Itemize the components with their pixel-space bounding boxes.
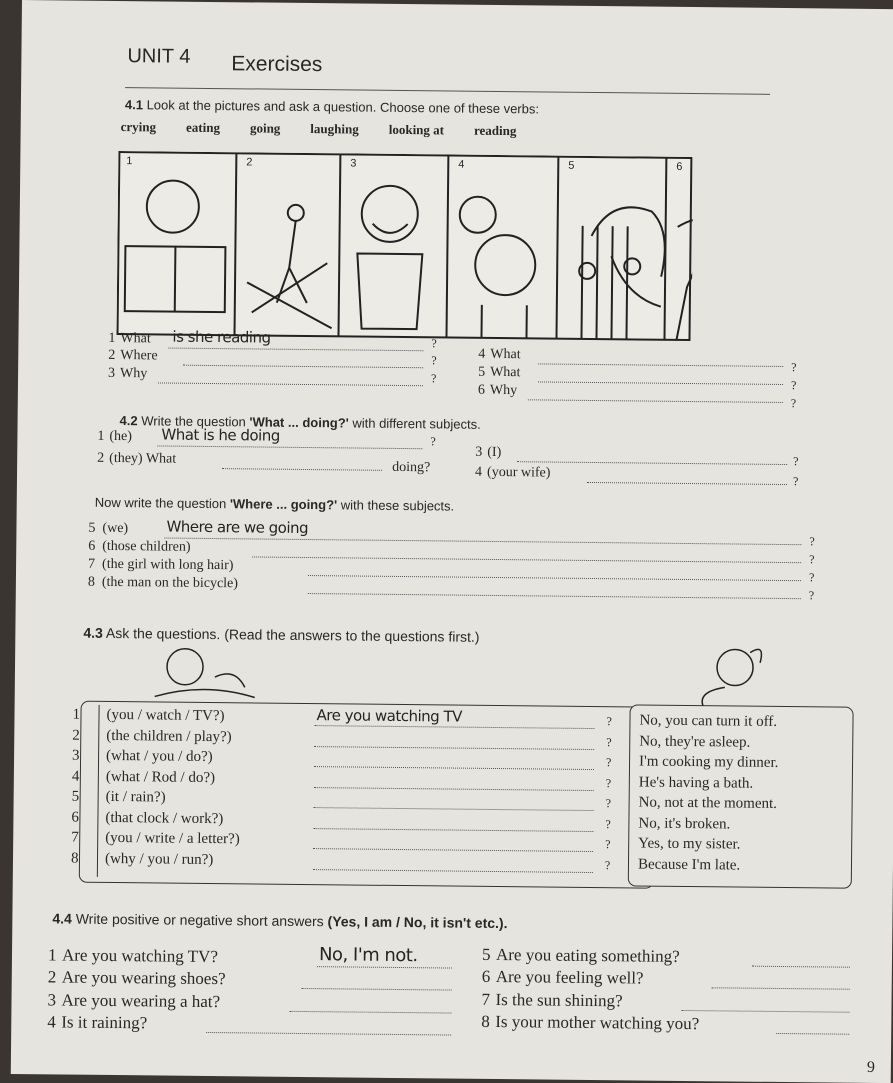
question-prompt: What xyxy=(490,346,521,363)
item-number: 3 xyxy=(47,990,57,1010)
answer-blank[interactable] xyxy=(289,1011,451,1014)
question-mark: ? xyxy=(430,434,436,449)
verb-option: looking at xyxy=(388,121,445,138)
answer-blank[interactable] xyxy=(752,966,850,968)
row-number: 2 xyxy=(72,727,80,744)
handwritten-answer: Are you watching TV xyxy=(316,706,463,726)
item-number: 7 xyxy=(481,989,491,1009)
row-reply: No, you can turn it off. xyxy=(639,712,778,730)
picture-number: 2 xyxy=(246,156,253,169)
row-number: 1 xyxy=(72,706,81,723)
short-answer-question: Are you eating something? xyxy=(495,945,680,966)
question-prompt: What xyxy=(120,331,151,347)
question-mark: ? xyxy=(430,371,437,386)
ex-number: 4.2 xyxy=(119,413,138,429)
verb-option: going xyxy=(249,120,281,136)
item-number: 8 xyxy=(481,1011,490,1031)
instruction-bold: 'Where ... going?' xyxy=(229,496,338,513)
question-prompt: What xyxy=(490,364,521,381)
boy-illustration xyxy=(145,641,266,702)
row-number: 8 xyxy=(70,850,79,867)
instruction-text: with different subjects. xyxy=(348,415,481,432)
instruction-text: Ask the questions. (Read the answers to the questions first.) xyxy=(105,624,480,645)
row-number: 5 xyxy=(71,788,80,805)
question-mark: ? xyxy=(809,534,815,549)
question-mark: ? xyxy=(606,714,612,729)
item-subject: (they) What xyxy=(109,450,177,467)
row-number: 7 xyxy=(71,829,79,846)
short-answer-question: Is the sun shining? xyxy=(495,990,623,1011)
picture-number: 5 xyxy=(568,159,575,172)
ex43-instruction xyxy=(83,625,479,645)
item-number: 4 xyxy=(475,464,483,480)
question-number: 6 xyxy=(477,382,486,398)
answer-blank[interactable] xyxy=(517,461,787,465)
item-number: 4 xyxy=(47,1012,56,1032)
item-number: 2 xyxy=(47,967,57,987)
question-number: 4 xyxy=(478,346,486,362)
question-mark: ? xyxy=(606,734,612,749)
question-number: 3 xyxy=(108,365,116,381)
textbook-page xyxy=(11,0,893,1083)
handwritten-answer: Where are we going xyxy=(166,517,309,538)
question-mark: ? xyxy=(605,796,612,811)
question-number: 5 xyxy=(478,364,486,380)
question-mark: ? xyxy=(605,755,612,770)
item-number: 2 xyxy=(97,450,105,466)
question-mark: ? xyxy=(605,816,611,831)
verb-option: eating xyxy=(185,119,221,136)
answer-blank[interactable] xyxy=(776,1033,849,1035)
doing-suffix: doing? xyxy=(392,459,431,476)
row-prompt: (what / you / do?) xyxy=(106,747,213,766)
question-mark: ? xyxy=(604,857,611,872)
instruction-text: Now write the question xyxy=(94,494,230,512)
answer-blank[interactable] xyxy=(183,365,423,369)
question-mark: ? xyxy=(605,775,612,790)
item-number: 7 xyxy=(88,556,96,572)
row-prompt: (it / rain?) xyxy=(105,788,166,806)
answer-blank[interactable] xyxy=(317,966,452,968)
answer-blank[interactable] xyxy=(252,556,801,563)
picture-number: 1 xyxy=(126,155,133,168)
item-subject: (he) xyxy=(109,428,133,445)
ex-number: 4.1 xyxy=(124,97,144,113)
item-subject: (the girl with long hair) xyxy=(102,556,234,574)
question-mark: ? xyxy=(809,552,815,567)
short-answer-question: Are you feeling well? xyxy=(495,967,644,988)
instruction-bold: 'What ... doing?' xyxy=(249,414,349,431)
row-prompt: (that clock / work?) xyxy=(105,809,224,827)
instruction-text: Look at the pictures and ask a question. Choose one of these verbs: xyxy=(146,97,540,117)
picture-number: 6 xyxy=(676,160,683,173)
instruction-text: Write the question xyxy=(141,413,250,430)
instruction-text: with these subjects. xyxy=(337,497,455,514)
question-number: 2 xyxy=(108,347,116,363)
question-prompt: Why xyxy=(489,382,518,399)
short-answer-question: Are you wearing a hat? xyxy=(61,990,221,1012)
question-prompt: Why xyxy=(120,366,148,382)
verb-option: laughing xyxy=(310,121,359,137)
question-mark: ? xyxy=(808,588,815,603)
short-answer-question: Is your mother watching you? xyxy=(495,1012,700,1034)
question-prompt: Where xyxy=(120,348,158,364)
answer-blank[interactable] xyxy=(308,593,801,599)
row-prompt: (you / write / a letter?) xyxy=(105,829,240,848)
item-subject: (I) xyxy=(487,444,502,461)
answer-blank[interactable] xyxy=(206,1032,451,1036)
verb-option: reading xyxy=(473,122,517,139)
row-reply: No, it's broken. xyxy=(638,815,731,832)
verb-list xyxy=(121,119,517,139)
row-reply: No, not at the moment. xyxy=(638,794,778,812)
item-number: 5 xyxy=(481,944,491,964)
row-number: 3 xyxy=(72,747,80,764)
item-number: 5 xyxy=(88,520,96,536)
short-answer-question: Is it raining? xyxy=(61,1012,148,1033)
row-number: 6 xyxy=(71,809,80,826)
item-number: 3 xyxy=(475,444,483,460)
question-mark: ? xyxy=(790,378,797,393)
row-reply: No, they're asleep. xyxy=(639,733,751,751)
row-prompt: (the children / play?) xyxy=(106,727,232,745)
handwritten-answer: is she reading xyxy=(172,327,271,347)
question-mark: ? xyxy=(431,353,437,368)
row-reply: He's having a bath. xyxy=(638,774,754,792)
answer-blank[interactable] xyxy=(587,482,787,485)
question-mark: ? xyxy=(791,360,797,375)
girl-illustration xyxy=(665,637,776,713)
picture-6-woman-crying xyxy=(570,156,692,342)
item-number: 1 xyxy=(97,428,105,444)
item-subject: (your wife) xyxy=(487,464,551,481)
unit-label: UNIT 4 xyxy=(127,45,191,68)
question-mark: ? xyxy=(792,474,799,489)
row-prompt: (what / Rod / do?) xyxy=(105,768,216,786)
answer-blank[interactable] xyxy=(168,348,423,352)
row-prompt: (you / watch / TV?) xyxy=(106,706,225,725)
item-number: 6 xyxy=(481,966,491,986)
answer-blank[interactable] xyxy=(302,988,452,991)
row-reply: Yes, to my sister. xyxy=(638,835,741,853)
answer-blank[interactable] xyxy=(528,399,783,403)
row-reply: I'm cooking my dinner. xyxy=(638,753,779,771)
unit-title: Exercises xyxy=(231,52,323,77)
item-subject: (the man on the bicycle) xyxy=(101,574,239,592)
answer-blank[interactable] xyxy=(222,468,382,471)
ex42-now-instruction xyxy=(95,495,455,514)
short-answer-question: Are you watching TV? xyxy=(61,945,219,967)
question-mark: ? xyxy=(431,336,437,351)
page-number: 9 xyxy=(866,1058,875,1076)
ex41-instruction xyxy=(125,97,539,116)
answer-blank[interactable] xyxy=(538,363,783,367)
handwritten-answer: No, I'm not. xyxy=(318,944,418,967)
item-number: 8 xyxy=(87,574,95,590)
item-number: 1 xyxy=(47,945,57,965)
row-prompt: (why / you / run?) xyxy=(104,850,214,868)
question-number: 1 xyxy=(108,330,116,346)
handwritten-answer: What is he doing xyxy=(161,425,280,445)
answer-blank[interactable] xyxy=(157,445,422,449)
item-number: 6 xyxy=(88,538,96,554)
question-mark: ? xyxy=(793,454,799,469)
picture-number: 4 xyxy=(458,158,465,171)
answer-blank[interactable] xyxy=(712,987,850,989)
item-subject: (we) xyxy=(102,520,129,537)
short-answer-question: Are you wearing shoes? xyxy=(61,967,226,989)
row-reply: Because I'm late. xyxy=(637,855,741,874)
instruction-text: Write positive or negative short answers xyxy=(75,910,328,930)
ex-number: 4.3 xyxy=(83,624,103,641)
divider xyxy=(125,87,770,95)
answer-blank[interactable] xyxy=(538,381,783,385)
answer-blank[interactable] xyxy=(681,1010,849,1013)
answer-blank[interactable] xyxy=(308,575,801,581)
instruction-bold: (Yes, I am / No, it isn't etc.). xyxy=(327,913,508,932)
answer-blank[interactable] xyxy=(164,538,801,546)
question-mark: ? xyxy=(790,396,797,411)
picture-number: 3 xyxy=(350,157,357,170)
answer-blank[interactable] xyxy=(158,382,423,386)
question-mark: ? xyxy=(808,570,815,585)
ex-number: 4.4 xyxy=(52,910,72,927)
question-mark: ? xyxy=(605,837,611,852)
row-number: 4 xyxy=(71,768,80,785)
item-subject: (those children) xyxy=(102,538,191,555)
ex44-instruction xyxy=(52,910,507,931)
verb-option: crying xyxy=(120,119,157,135)
